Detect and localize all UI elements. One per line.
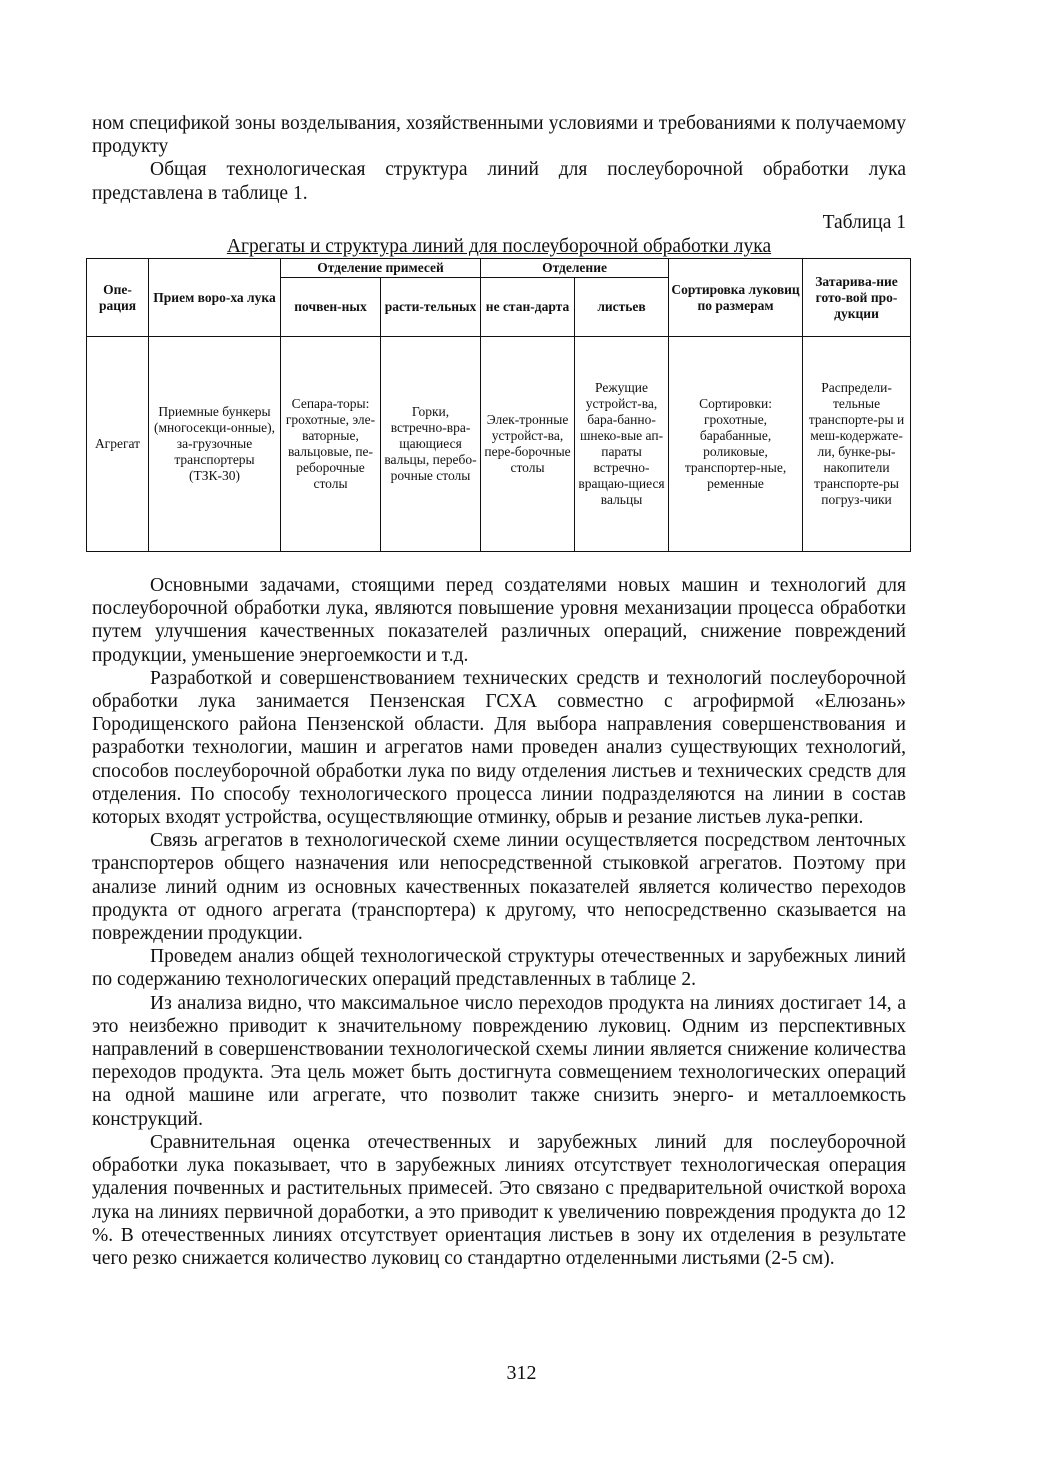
header-impurities-group: Отделение примесей [281,259,481,278]
aggregates-table [86,258,911,552]
paragraph-intro: Общая технологическая структура линий для послеуборочной обработки лука представлена в таблице 1. [92,159,906,204]
paragraph-3: Связь агрегатов в технологической схеме линии осуществляется посредством ленточных транспортеров общего назначения или непосредственной стыковкой агрегатов. Поэтому при анализе линий одним из основных качественных показателей является количество переходов продукта от одного агрегата (транспортера) к другому, что непосредственно сказывается на повреждении продукции. [92,830,906,945]
header-operation: Опе-рация [87,259,149,337]
cell-soil: Сепара-торы: грохотные, эле-ваторные, вальцовые, пе-реборочные столы [281,337,381,552]
table-title: Агрегаты и структура линий для послеуборочной обработки лука [226,236,772,258]
cell-reception: Приемные бункеры (многосекци-онные), за-грузочные транспортеры (ТЗК-30) [149,337,281,552]
cell-packing: Распредели-тельные транспорте-ры и меш-кодержате-ли, бунке-ры-накопители транспорте-ры погруз-чики [803,337,911,552]
header-sorting: Сортировка луковиц по размерам [669,259,803,337]
paragraph-6: Сравнительная оценка отечественных и зарубежных линий для послеуборочной обработки лука показывает, что в зарубежных линиях отсутствует технологическая операция удаления почвенных и растительных примесей. Это связано с предварительной очисткой вороха лука на линиях первичной доработки, а это приводит к увеличению повреждения продукта до 12 %. В отечественных линиях отсутствует ориентация листьев в зону их отделения в результате чего резко снижается количество луковиц со стандартно отделенными листьями (2-5 см). [92,1131,906,1269]
header-packing: Затарива-ние гото-вой про-дукции [803,259,911,337]
paragraph-4: Проведем анализ общей технологической структуры отечественных и зарубежных линий по содержанию технологических операций представленных в таблице 2. [92,946,906,991]
table-row [87,337,911,552]
header-plant: расти-тельных [381,278,481,337]
header-separation-group: Отделение [481,259,669,278]
header-nonstandard: не стан-дарта [481,278,575,337]
cell-nonstandard: Элек-тронные устройст-ва, пере-борочные столы [481,337,575,552]
table-label: Таблица 1 [822,211,906,233]
row-label: Агрегат [87,337,149,552]
header-leaves: листьев [575,278,669,337]
table-header-row-1 [87,259,911,278]
document-page [92,112,906,1270]
paragraph-5: Из анализа видно, что максимальное число переходов продукта на линиях достигает 14, а это неизбежно приводит к значительному повреждению луковиц. Одним из перспективных направлений в совершенствовании технологической схемы линии является снижение количества переходов продукта. Эта цель может быть достигнута совмещением технологических операций на одной машине или агрегате, что позволит также снизить энерго- и металлоемкость конструкций. [92,992,906,1130]
cell-leaves: Режущие устройст-ва, бара-банно-шнеко-вые ап-параты встречно-вращаю-щиеся вальцы [575,337,669,552]
paragraph-top: ном спецификой зоны возделывания, хозяйственными условиями и требованиями к получаемому продукту [92,113,906,158]
header-soil: почвен-ных [281,278,381,337]
header-reception: Прием воро-ха лука [149,259,281,337]
paragraph-1: Основными задачами, стоящими перед создателями новых машин и технологий для послеуборочной обработки лука, являются повышение уровня механизации процесса обработки путем улучшения качественных показателей различных операций, снижение повреждений продукции, уменьшение энергоемкости и т.д. [92,575,906,666]
paragraph-2: Разработкой и совершенствованием технических средств и технологий послеуборочной обработки лука занимается Пензенская ГСХА совместно с агрофирмой «Елюзань» Городищенского района Пензенской области. Для выбора направления совершенствования и разработки технологии, машин и агрегатов нами проведен анализ существующих технологий, способов послеуборочной обработки лука по виду отделения листьев и технических средств для отделения. По способу технологического процесса линии подразделяются на линии в состав которых входят устройства, осуществляющие отминку, обрыв и резание листьев лука-репки. [92,667,906,829]
cell-plant: Горки, встречно-вра-щающиеся вальцы, перебо-рочные столы [381,337,481,552]
cell-sorting: Сортировки: грохотные, барабанные, роликовые, транспортер-ные, ременные [669,337,803,552]
page-number: 312 [506,1362,537,1384]
